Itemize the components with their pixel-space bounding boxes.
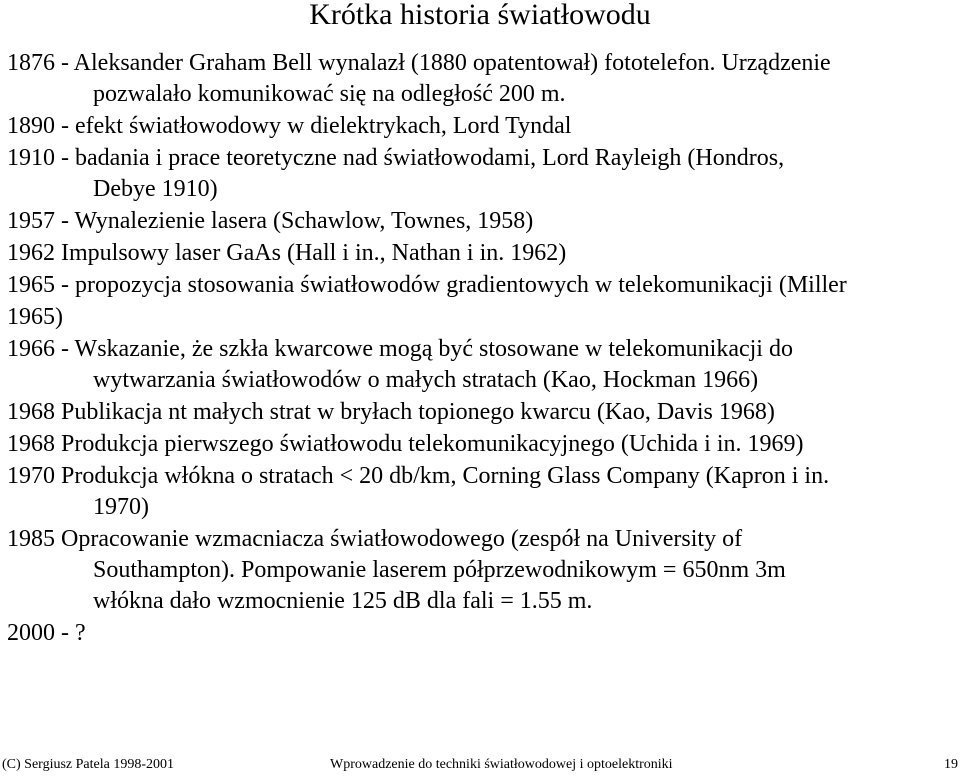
history-line: 1970 Produkcja włókna o stratach < 20 db/km, Corning Glass Company (Kapron i in.: [7, 463, 830, 489]
history-line: wytwarzania światłowodów o małych stratach (Kao, Hockman 1966): [93, 367, 759, 393]
history-line: 1876 - Aleksander Graham Bell wynalazł (1880 opatentował) fototelefon. Urządzenie: [7, 50, 831, 76]
history-line: 2000 - ?: [7, 620, 86, 646]
footer-copyright: (C) Sergiusz Patela 1998-2001: [2, 757, 174, 772]
history-list: [7, 47, 957, 649]
page-title: Krótka historia światłowodu: [309, 0, 651, 31]
history-line: włókna dało wzmocnienie 125 dB dla fali = 1.55 m.: [93, 588, 593, 614]
footer-page-number: 19: [944, 757, 958, 772]
history-line: 1890 - efekt światłowodowy w dielektrykach, Lord Tyndal: [7, 113, 572, 139]
history-line: 1968 Publikacja nt małych strat w bryłach topionego kwarcu (Kao, Davis 1968): [7, 399, 775, 425]
history-line: 1985 Opracowanie wzmacniacza światłowodowego (zespół na University of: [7, 526, 743, 552]
history-line: 1970): [93, 494, 149, 520]
history-line: Debye 1910): [93, 176, 218, 202]
history-line: pozwalało komunikować się na odległość 200 m.: [93, 81, 566, 107]
history-line: 1968 Produkcja pierwszego światłowodu telekomunikacyjnego (Uchida i in. 1969): [7, 431, 804, 457]
history-line: 1965 - propozycja stosowania światłowodów gradientowych w telekomunikacji (Miller: [7, 272, 847, 298]
history-line: Southampton). Pompowanie laserem półprzewodnikowym = 650nm 3m: [93, 557, 786, 583]
history-line: 1962 Impulsowy laser GaAs (Hall i in., Nathan i in. 1962): [7, 240, 567, 266]
history-line: 1965): [7, 304, 63, 330]
history-line: 1957 - Wynalezienie lasera (Schawlow, Townes, 1958): [7, 208, 534, 234]
footer-course-title: Wprowadzenie do techniki światłowodowej i optoelektroniki: [330, 757, 673, 772]
history-line: 1966 - Wskazanie, że szkła kwarcowe mogą być stosowane w telekomunikacji do: [7, 336, 793, 362]
history-line: 1910 - badania i prace teoretyczne nad światłowodami, Lord Rayleigh (Hondros,: [7, 145, 785, 171]
